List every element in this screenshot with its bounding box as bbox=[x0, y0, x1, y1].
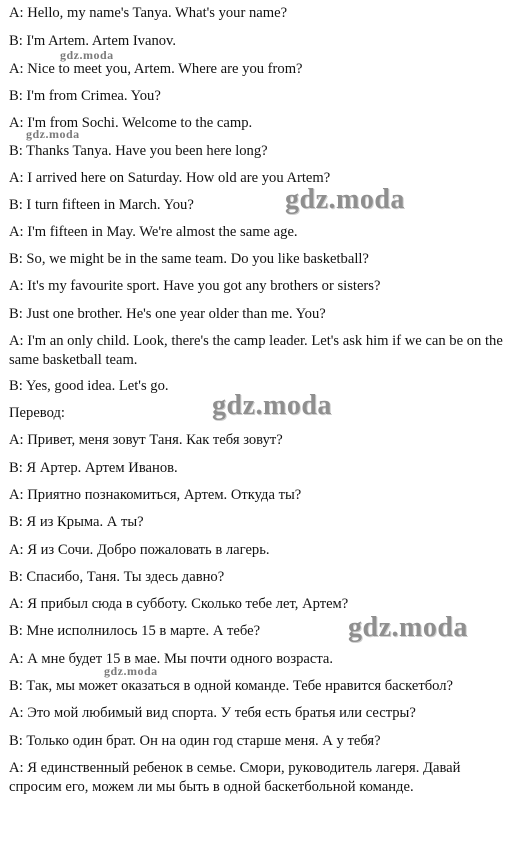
dialogue-line-en: B: I'm from Crimea. You? bbox=[9, 88, 161, 104]
dialogue-line-en: A: I'm fifteen in May. We're almost the same age. bbox=[9, 224, 298, 240]
watermark: gdz.moda bbox=[104, 664, 158, 678]
watermark: gdz.moda bbox=[348, 612, 468, 643]
dialogue-line-en: B: So, we might be in the same team. Do you like basketball? bbox=[9, 251, 369, 267]
dialogue-line-ru: А: Я единственный ребенок в семье. Смори, руководитель лагеря. Давай спросим его, можем ли мы быть в одной баскетбольной команде. bbox=[9, 760, 461, 795]
dialogue-line-en: B: I turn fifteen in March. You? bbox=[9, 197, 194, 213]
dialogue-line-en: B: Thanks Tanya. Have you been here long? bbox=[9, 143, 268, 159]
dialogue-line-ru: А: Привет, меня зовут Таня. Как тебя зовут? bbox=[9, 432, 283, 448]
dialogue-line-ru: В: Спасибо, Таня. Ты здесь давно? bbox=[9, 569, 225, 585]
watermark: gdz.moda bbox=[285, 184, 405, 215]
dialogue-line-ru: А: А мне будет 15 в мае. Мы почти одного возраста. bbox=[9, 651, 334, 667]
dialogue-line-en: A: I'm from Sochi. Welcome to the camp. bbox=[9, 115, 253, 131]
dialogue-line-ru: А: Я из Сочи. Добро пожаловать в лагерь. bbox=[9, 542, 270, 558]
dialogue-line-en: B: I'm Artem. Artem Ivanov. bbox=[9, 33, 177, 49]
dialogue-line-en: A: Hello, my name's Tanya. What's your name? bbox=[9, 5, 288, 21]
dialogue-line-en: A: Nice to meet you, Artem. Where are you from? bbox=[9, 61, 303, 77]
dialogue-line-ru: А: Это мой любимый вид спорта. У тебя есть братья или сестры? bbox=[9, 705, 416, 721]
dialogue-line-ru: В: Так, мы может оказаться в одной команде. Тебе нравится баскетбол? bbox=[9, 678, 454, 694]
dialogue-line-en: A: I'm an only child. Look, there's the camp leader. Let's ask him if we can be on the same basketball team. bbox=[9, 333, 503, 368]
watermark: gdz.moda bbox=[212, 390, 332, 421]
dialogue-line-ru: А: Приятно познакомиться, Артем. Откуда ты? bbox=[9, 487, 302, 503]
dialogue-line-ru: В: Мне исполнилось 15 в марте. А тебе? bbox=[9, 623, 261, 639]
dialogue-line-en: A: I arrived here on Saturday. How old are you Artem? bbox=[9, 170, 331, 186]
dialogue-line-ru: В: Только один брат. Он на один год старше меня. А у тебя? bbox=[9, 733, 381, 749]
watermark: gdz.moda bbox=[26, 127, 80, 141]
dialogue-line-en: A: It's my favourite sport. Have you got any brothers or sisters? bbox=[9, 278, 381, 294]
dialogue-line-ru: В: Я из Крыма. А ты? bbox=[9, 514, 144, 530]
translation-heading: Перевод: bbox=[9, 405, 65, 421]
dialogue-line-ru: А: Я прибыл сюда в субботу. Сколько тебе лет, Артем? bbox=[9, 596, 349, 612]
dialogue-line-ru: В: Я Артер. Артем Иванов. bbox=[9, 460, 178, 476]
watermark: gdz.moda bbox=[60, 48, 114, 62]
dialogue-line-en: B: Yes, good idea. Let's go. bbox=[9, 378, 169, 394]
dialogue-line-en: B: Just one brother. He's one year older than me. You? bbox=[9, 306, 326, 322]
